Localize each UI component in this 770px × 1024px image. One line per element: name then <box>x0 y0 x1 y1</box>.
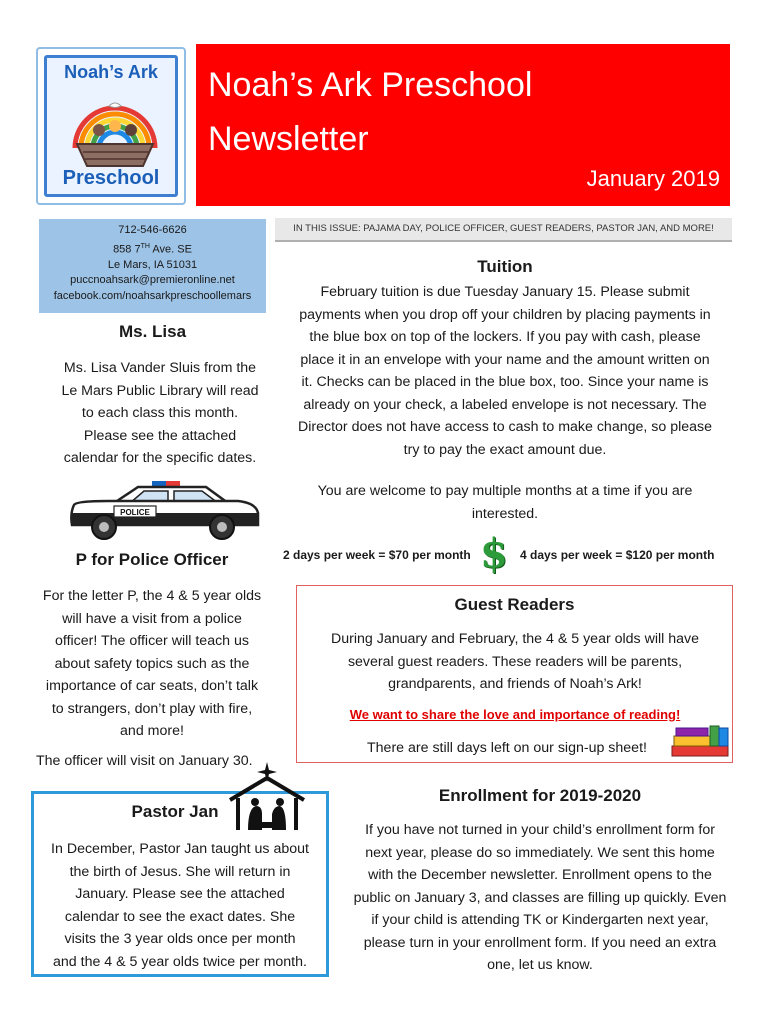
tuition-line: it. Checks can be placed in the blue box, too. Since your name is <box>301 374 709 390</box>
enrollment-line: if your child is attending TK or Kindergarten next year, <box>371 912 709 928</box>
tuition-line: Director does not have access to cash to make change, so please <box>297 419 713 435</box>
ms-lisa-line: calendar for the specific dates. <box>63 450 257 466</box>
pastor-line: visits the 3 year olds once per month <box>64 931 296 947</box>
price-2-days: 2 days per week = $70 per month <box>283 548 471 562</box>
enrollment-line: If you have not turned in your child’s enrollment form for <box>365 822 715 838</box>
nativity-icon <box>226 760 308 832</box>
contact-facebook[interactable]: facebook.com/noahsarkpreschoollemars <box>53 289 252 302</box>
tuition-heading: Tuition <box>477 257 533 276</box>
title-line-2: Newsletter <box>208 120 369 158</box>
police-officer-heading: P for Police Officer <box>75 550 229 569</box>
pastor-line: calendar to see the exact dates. She <box>64 908 296 925</box>
police-line: importance of car seats, don’t talk <box>45 678 259 694</box>
newsletter-title <box>208 58 532 166</box>
guest-line: During January and February, the 4 & 5 year olds will have <box>330 631 699 647</box>
reading-highlight: We want to share the love and importance of reading! <box>349 707 681 722</box>
police-car-icon <box>68 479 262 543</box>
logo-inner <box>44 55 178 197</box>
police-line: about safety topics such as the <box>54 655 250 672</box>
police-line: officer! The officer will teach us <box>55 633 249 649</box>
tuition-line: February tuition is due Tuesday January 15. Please submit <box>320 284 690 300</box>
contact-box <box>39 219 266 313</box>
police-visit-date: The officer will visit on January 30. <box>36 753 253 769</box>
ms-lisa-line: to each class this month. <box>81 405 239 421</box>
guest-line: grandparents, and friends of Noah’s Ark! <box>388 676 642 692</box>
title-line-1: Noah’s Ark Preschool <box>208 66 533 104</box>
enrollment-line: please turn in your enrollment form. If you need an extra <box>363 934 717 951</box>
tuition-line: payments when you drop off your children by placing payments in <box>299 306 711 323</box>
books-icon <box>670 722 730 758</box>
pastor-line: and the 4 & 5 year olds twice per month. <box>53 953 307 970</box>
contact-email[interactable]: puccnoahsark@premieronline.net <box>70 274 235 287</box>
ms-lisa-line: Please see the attached <box>83 427 237 444</box>
tuition-multi-months <box>276 480 734 525</box>
enrollment-line: with the December newsletter. Enrollment opens to the <box>368 867 712 883</box>
logo <box>36 47 186 205</box>
pastor-line: January. Please see the attached <box>75 886 285 902</box>
address-suffix: Ave. SE <box>149 243 192 256</box>
contact-phone: 712-546-6626 <box>118 224 187 236</box>
enrollment-line: public on January 3, and classes are filling up quickly. Even <box>353 889 727 906</box>
ark-rainbow-icon <box>69 86 161 172</box>
contact-address <box>39 239 266 258</box>
guest-readers-heading: Guest Readers <box>454 595 575 614</box>
address-sup: TH <box>140 242 150 250</box>
tuition-line: the blue box on top of the lockers. If you pay with cash, please <box>309 329 701 345</box>
pastor-line: the birth of Jesus. She will return in <box>69 863 291 880</box>
logo-title: Noah’s Ark <box>64 62 158 82</box>
address-prefix: 858 7 <box>113 243 141 256</box>
pastor-jan-heading: Pastor Jan <box>131 802 219 821</box>
logo-subtitle: Preschool <box>62 167 160 189</box>
issue-date: January 2019 <box>586 166 720 191</box>
dollar-sign-icon: $ <box>480 530 508 577</box>
enrollment-heading: Enrollment for 2019-2020 <box>438 786 642 805</box>
ms-lisa-body <box>39 357 281 470</box>
title-banner <box>196 44 730 206</box>
police-officer-body <box>27 585 277 743</box>
pastor-line: In December, Pastor Jan taught us about <box>51 841 309 857</box>
in-this-issue-bar: IN THIS ISSUE: PAJAMA DAY, POLICE OFFICER, GUEST READERS, PASTOR JAN, AND MORE! <box>275 218 732 242</box>
tuition-body <box>276 281 734 461</box>
police-car-label: POLICE <box>120 508 150 517</box>
police-line: to strangers, don’t play with fire, <box>51 700 253 717</box>
tuition-multi-line: You are welcome to pay multiple months at a time if you are <box>317 483 693 499</box>
signup-sheet-note: There are still days left on our sign-up sheet! <box>367 740 647 756</box>
police-line: and more! <box>120 723 184 739</box>
pastor-jan-body <box>33 838 327 973</box>
ms-lisa-heading: Ms. Lisa <box>118 322 187 341</box>
tuition-line: already on your check, a labeled envelope is not necessary. The <box>303 396 707 413</box>
enrollment-line: one, let us know. <box>487 957 593 973</box>
police-line: will have a visit from a police <box>62 610 242 627</box>
enrollment-body <box>322 819 758 977</box>
enrollment-line: next year, please do so immediately. We sent this home <box>365 844 715 861</box>
tuition-multi-line: interested. <box>471 505 539 522</box>
guest-line: several guest readers. These readers will be parents, <box>347 653 683 670</box>
police-line: For the letter P, the 4 & 5 year olds <box>42 588 262 604</box>
tuition-line: place it in an envelope with your name and the amount written on <box>300 351 710 368</box>
guest-readers-body <box>300 628 730 696</box>
ms-lisa-line: Ms. Lisa Vander Sluis from the <box>63 360 257 376</box>
contact-city: Le Mars, IA 51031 <box>107 258 198 271</box>
price-4-days: 4 days per week = $120 per month <box>520 548 715 562</box>
tuition-line: try to pay the exact amount due. <box>403 441 607 458</box>
ms-lisa-line: Le Mars Public Library will read <box>61 382 259 399</box>
